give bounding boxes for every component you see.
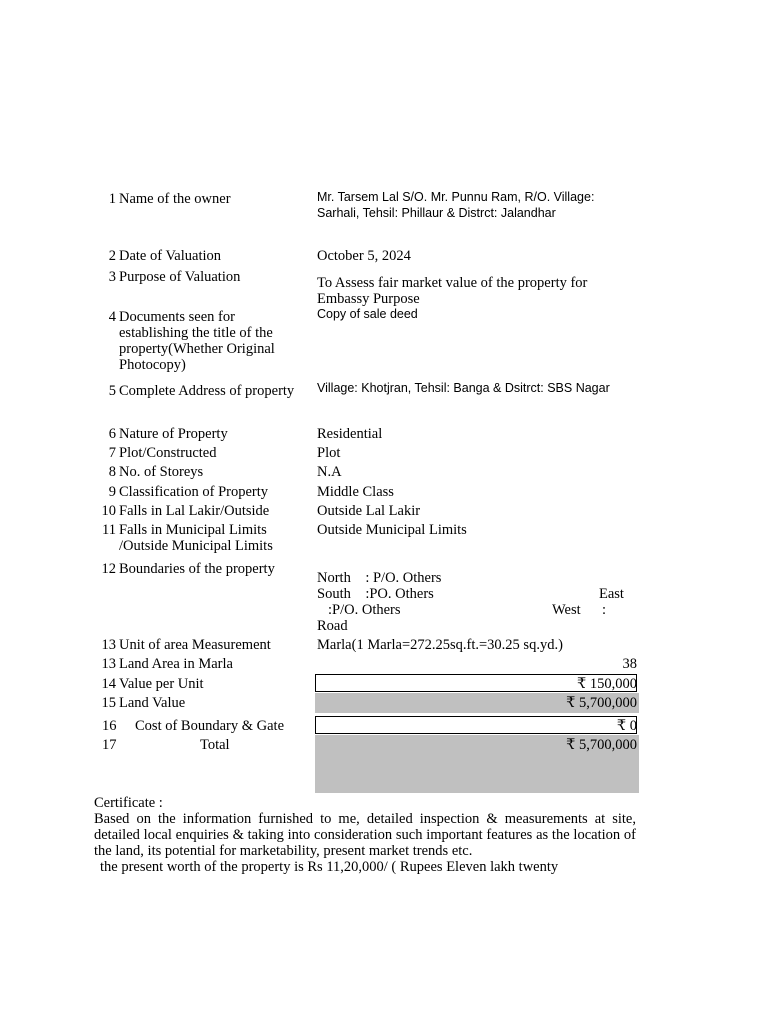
certificate-body: Based on the information furnished to me, detailed inspection & measurements at site, detailed local enquiries & taking into consideration such important features as the location of the land, its potential for marketability, present market trends etc. (94, 811, 636, 859)
boundary-cost-cell (315, 716, 637, 734)
value-complete-address: Village: Khotjran, Tehsil: Banga & Dsitrct: SBS Nagar (317, 381, 610, 395)
label-owner-name: Name of the owner (119, 191, 231, 207)
label-boundaries: Boundaries of the property (119, 561, 275, 577)
value-land-value: ₹ 5,700,000 (566, 695, 637, 711)
row-number: 7 (108, 445, 116, 461)
value-owner-name: Mr. Tarsem Lal S/O. Mr. Punnu Ram, R/O. Village: Sarhali, Tehsil: Phillaur & Distrct: Jalandhar (317, 190, 595, 220)
value-boundary-gate-cost: ₹ 0 (616, 718, 637, 734)
row-number: 12 (101, 561, 116, 577)
label-documents-seen: Documents seen for establishing the title of the property(Whether Original Photocopy) (119, 309, 275, 373)
value-classification: Middle Class (317, 484, 394, 500)
row-number: 10 (101, 503, 116, 519)
row-number: 17 (102, 737, 117, 753)
label-nature-of-property: Nature of Property (119, 426, 228, 442)
certificate-heading: Certificate : (94, 795, 163, 811)
certificate-cut-line (94, 859, 636, 875)
label-total: Total (200, 737, 230, 753)
label-no-of-storeys: No. of Storeys (119, 464, 204, 480)
value-plot-constructed: Plot (317, 445, 341, 461)
row-number: 16 (102, 718, 117, 734)
row-number: 8 (108, 464, 116, 480)
value-lal-lakir: Outside Lal Lakir (317, 503, 421, 519)
row-number: 11 (102, 522, 116, 538)
value-no-of-storeys: N.A (317, 464, 342, 480)
row-number: 1 (108, 191, 116, 207)
label-land-area: Land Area in Marla (119, 656, 233, 672)
row-number: 14 (101, 676, 116, 692)
value-unit-of-area: Marla(1 Marla=272.25sq.ft.=30.25 sq.yd.) (317, 637, 563, 653)
boundary-west-label: West (552, 602, 581, 618)
row-number: 13 (101, 637, 116, 653)
value-nature-of-property: Residential (317, 426, 383, 442)
boundary-east-value: :P/O. Others (328, 602, 401, 618)
row-number: 5 (108, 383, 116, 399)
boundary-north: North : P/O. Others (317, 570, 442, 586)
label-boundary-gate-cost: Cost of Boundary & Gate (135, 718, 285, 734)
boundary-west-value: Road (317, 618, 348, 634)
certificate-cut-text: the present worth of the property is Rs 11,20,000/ ( Rupees Eleven lakh twenty (100, 859, 559, 875)
boundary-west-colon: : (602, 602, 607, 618)
value-per-unit: ₹ 150,000 (577, 676, 637, 692)
row-number: 3 (108, 269, 116, 285)
label-municipal-limits: Falls in Municipal Limits /Outside Municipal Limits (119, 522, 273, 554)
value-purpose-of-valuation: To Assess fair market value of the property for Embassy Purpose (317, 275, 588, 307)
value-total: ₹ 5,700,000 (566, 737, 637, 753)
label-classification: Classification of Property (119, 484, 269, 500)
value-municipal-limits: Outside Municipal Limits (317, 522, 467, 538)
label-lal-lakir: Falls in Lal Lakir/Outside (119, 503, 270, 519)
label-complete-address: Complete Address of property (119, 383, 295, 399)
row-number: 13 (101, 656, 116, 672)
row-number: 4 (108, 309, 116, 325)
row-number: 15 (101, 695, 116, 711)
boundary-south: South :PO. Others (317, 586, 434, 602)
row-number: 9 (108, 484, 116, 500)
boundary-east-label: East (599, 586, 624, 602)
label-date-of-valuation: Date of Valuation (119, 248, 222, 264)
label-plot-constructed: Plot/Constructed (119, 445, 217, 461)
row-number: 6 (108, 426, 116, 442)
value-date-of-valuation: October 5, 2024 (317, 248, 411, 264)
value-land-area: 38 (622, 656, 637, 672)
row-number: 2 (108, 248, 116, 264)
label-purpose-of-valuation: Purpose of Valuation (119, 269, 241, 285)
label-unit-of-area: Unit of area Measurement (119, 637, 271, 653)
value-documents-seen: Copy of sale deed (317, 307, 418, 321)
label-value-per-unit: Value per Unit (119, 676, 204, 692)
label-land-value: Land Value (119, 695, 186, 711)
